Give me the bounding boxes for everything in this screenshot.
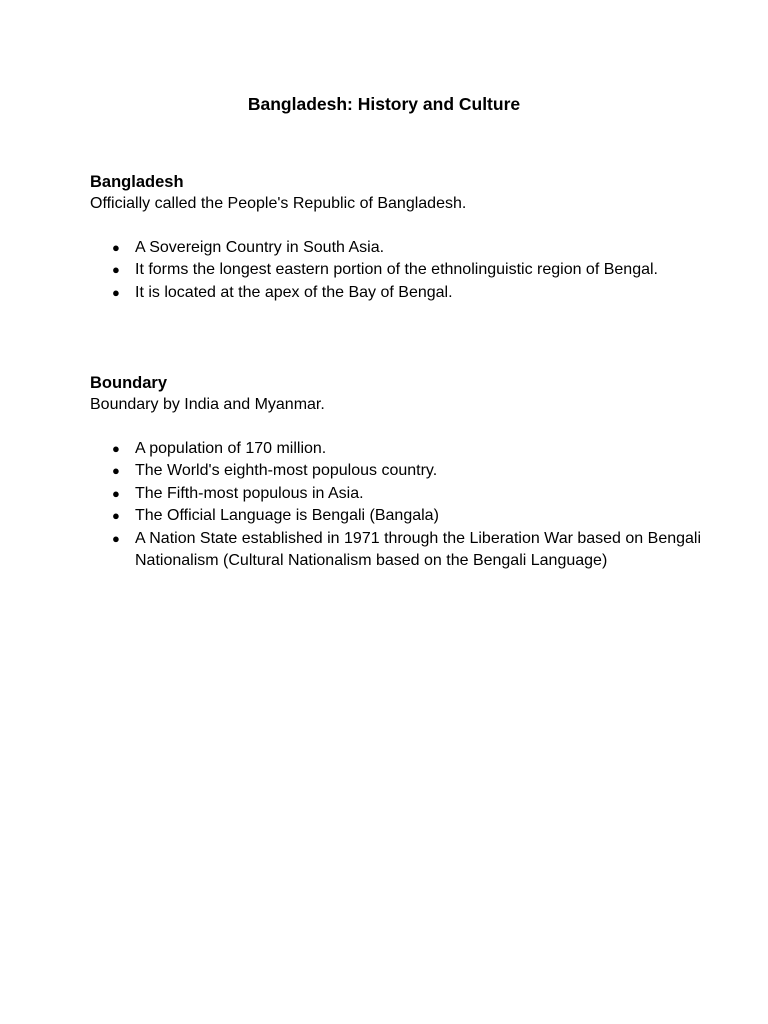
list-item: [90, 460, 710, 482]
list-item: [90, 528, 710, 573]
list-item-text: The Fifth-most populous in Asia.: [135, 484, 364, 502]
section-intro: Officially called the People's Republic of Bangladesh.: [90, 195, 467, 212]
list-item: [90, 505, 710, 527]
bullet-dot-icon: ●: [112, 262, 120, 278]
bullet-dot-icon: ●: [112, 463, 120, 479]
bullet-dot-icon: ●: [112, 508, 120, 524]
list-item: [90, 237, 710, 259]
list-item-text: A population of 170 million.: [135, 440, 327, 457]
bullet-list: [90, 438, 710, 572]
section-intro: Boundary by India and Myanmar.: [90, 396, 325, 413]
list-item: [90, 282, 710, 304]
list-item: [90, 259, 710, 281]
bullet-dot-icon: ●: [112, 530, 120, 546]
bullet-dot-icon: ●: [112, 441, 120, 456]
section-boundary: [90, 372, 710, 572]
section-heading: Boundary: [90, 374, 168, 392]
list-item-text: A Nation State established in 1971 through the Liberation War based on Bengali Nationalism (Cultural Nationalism based on the Bengali Language): [135, 529, 702, 570]
list-item-text: The Official Language is Bengali (Bangala): [135, 507, 439, 525]
section-heading: Bangladesh: [90, 173, 184, 191]
list-item: [90, 483, 710, 505]
document-title: Bangladesh: History and Culture: [247, 94, 521, 114]
list-item: [90, 438, 710, 460]
list-item-text: It is located at the apex of the Bay of Bengal.: [135, 283, 453, 301]
section-bangladesh: [90, 171, 710, 304]
bullet-list: [90, 237, 710, 304]
bullet-dot-icon: ●: [112, 240, 120, 255]
list-item-text: It forms the longest eastern portion of the ethnolinguistic region of Bengal.: [135, 261, 658, 279]
list-item-text: A Sovereign Country in South Asia.: [135, 239, 385, 256]
bullet-dot-icon: ●: [112, 485, 120, 501]
bullet-dot-icon: ●: [112, 284, 120, 300]
list-item-text: The World's eighth-most populous country.: [135, 462, 438, 480]
